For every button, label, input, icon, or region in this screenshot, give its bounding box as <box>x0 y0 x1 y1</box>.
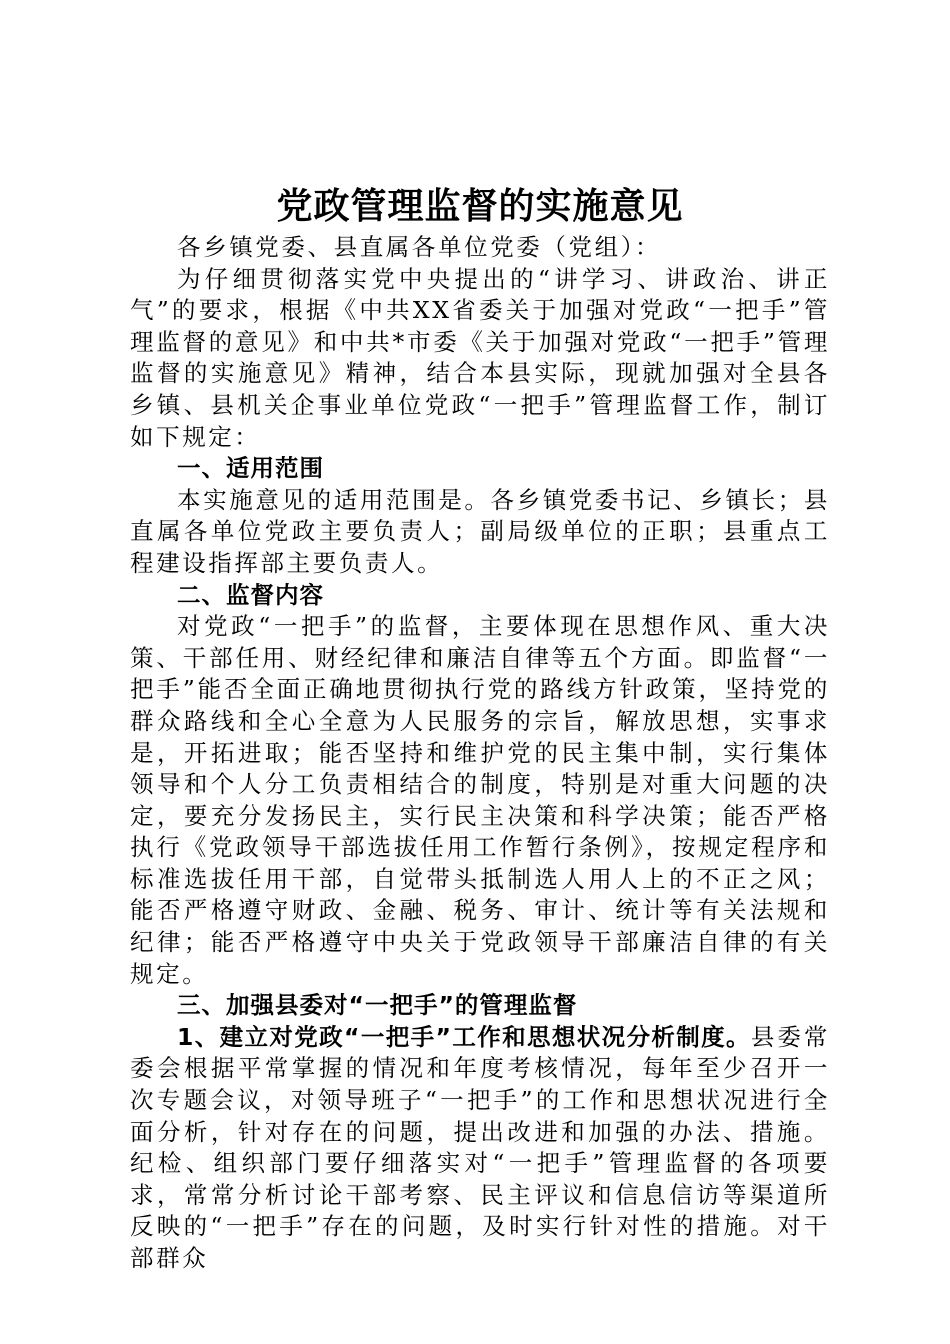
section3-item1 <box>130 1022 830 1275</box>
section2-heading: 二、监督内容 <box>177 580 324 609</box>
intro-paragraph: 为仔细贯彻落实党中央提出的“讲学习、讲政治、讲正气”的要求，根据《中共XX省委关于加强对党政“一把手”管理监督的意见》和中共*市委《关于加强对党政“一把手”管理监督的实施意见》精神，结合本县实际，现就加强对全县各乡镇、县机关企事业单位党政“一把手”管理监督工作，制订如下规定： <box>130 264 830 451</box>
document-title: 党政管理监督的实施意见 <box>276 185 684 227</box>
section1-body: 本实施意见的适用范围是。各乡镇党委书记、乡镇长；县直属各单位党政主要负责人；副局级单位的正职；县重点工程建设指挥部主要负责人。 <box>130 485 830 577</box>
section3-item1-lead: 1、建立对党政“一把手”工作和思想状况分析制度。 <box>177 1022 751 1051</box>
document-page <box>130 180 830 1275</box>
salutation: 各乡镇党委、县直属各单位党委（党组）： <box>177 233 662 261</box>
section1-heading: 一、适用范围 <box>177 454 324 483</box>
section2-body: 对党政“一把手”的监督，主要体现在思想作风、重大决策、干部任用、财经纪律和廉洁自律等五个方面。即监督“一把手”能否全面正确地贯彻执行党的路线方针政策，坚持党的群众路线和全心全意为人民服务的宗旨，解放思想，实事求是，开拓进取；能否坚持和维护党的民主集中制，实行集体领导和个人分工负责相结合的制度，特别是对重大问题的决定，要充分发扬民主，实行民主决策和科学决策；能否严格执行《党政领导干部选拔任用工作暂行条例》，按规定程序和标准选拔任用干部，自觉带头抵制选人用人上的不正之风；能否严格遵守财政、金融、税务、审计、统计等有关法规和纪律；能否严格遵守中央关于党政领导干部廉洁自律的有关规定。 <box>130 612 830 988</box>
section3-heading: 三、加强县委对“一把手”的管理监督 <box>177 991 578 1020</box>
section3-item1-body: 县委常委会根据平常掌握的情况和年度考核情况，每年至少召开一次专题会议，对领导班子“一把手”的工作和思想状况进行全面分析，针对存在的问题，提出改进和加强的办法、措施。纪检、组织部门要仔细落实对“一把手”管理监督的各项要求，常常分析讨论干部考察、民主评议和信息信访等渠道所反映的“一把手”存在的问题，及时实行针对性的措施。对干部群众 <box>130 1022 830 1272</box>
